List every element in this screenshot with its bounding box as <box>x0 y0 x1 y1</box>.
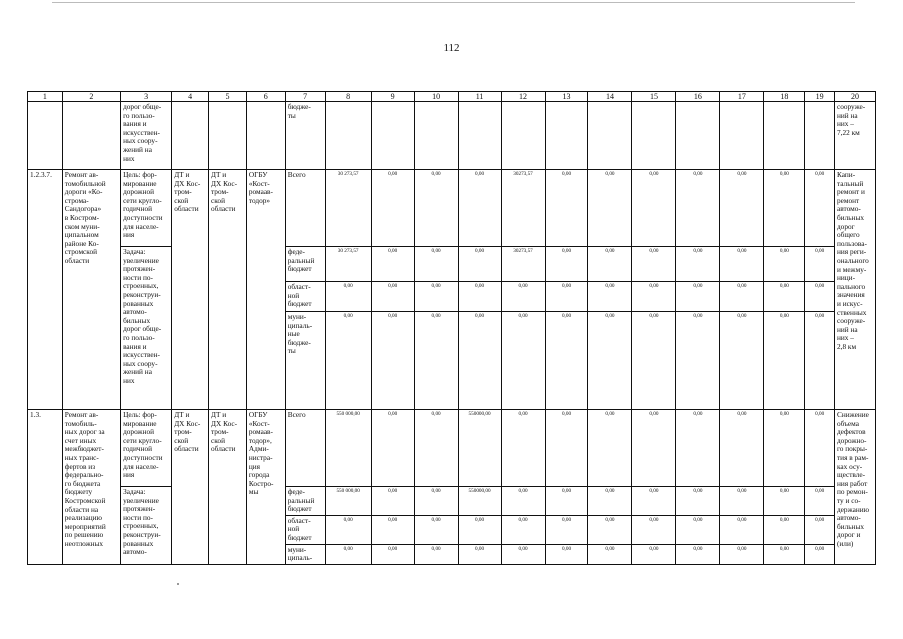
col-header: 10 <box>414 92 458 102</box>
page-number: 112 <box>443 42 460 54</box>
col-header: 16 <box>676 92 720 102</box>
value-cell: 0,00 <box>414 312 458 410</box>
measure-goal: Цель: фор- мирование дорожной сети кругло- годичной доступности для населе- ния <box>121 170 172 247</box>
value-cell: 0,00 <box>676 247 720 282</box>
col-header: 15 <box>632 92 676 102</box>
value-cell: 0,00 <box>764 247 805 282</box>
value-cell: 0,00 <box>545 410 588 487</box>
value-cell: 0,00 <box>632 247 676 282</box>
value-cell: 0,00 <box>325 515 371 544</box>
value-cell: 0,00 <box>501 544 545 564</box>
cont-result-text: сооруже- ний на них – 7,22 км <box>834 102 875 170</box>
col-header: 11 <box>458 92 501 102</box>
value-cell: 0,00 <box>632 515 676 544</box>
value-cell: 0,00 <box>676 410 720 487</box>
value-cell: 0,00 <box>501 487 545 516</box>
value-cell: 0,00 <box>545 487 588 516</box>
measure-task: Задача: увеличение протяжен- ности по- строенных, реконструи- рованных автомо- бильных дорог обще- го пользо- вания и искусствен- ных соору- жений на них <box>121 247 172 410</box>
value-cell: 0,00 <box>545 515 588 544</box>
budget-table <box>27 91 876 565</box>
value-cell: 0,00 <box>588 515 632 544</box>
value-cell: 0,00 <box>325 282 371 312</box>
value-cell: 550000,00 <box>458 487 501 516</box>
col-header: 14 <box>588 92 632 102</box>
value-cell: 30273,57 <box>501 170 545 247</box>
value-cell: 0,00 <box>588 487 632 516</box>
value-cell: 0,00 <box>805 282 835 312</box>
value-cell: 0,00 <box>805 544 835 564</box>
value-cell: 0,00 <box>632 282 676 312</box>
value-cell: 0,00 <box>764 410 805 487</box>
value-cell: 0,00 <box>458 282 501 312</box>
co-executor: ДТ и ДХ Кос- тром- ской области <box>209 410 247 565</box>
value-cell: 0,00 <box>501 312 545 410</box>
value-cell: 0,00 <box>371 410 414 487</box>
value-cell: 30273,57 <box>501 247 545 282</box>
measure-goal: Цель: фор- мирование дорожной сети кругло- годичной доступности для населе- ния <box>121 410 172 487</box>
value-cell: 0,00 <box>588 282 632 312</box>
value-cell: 0,00 <box>676 282 720 312</box>
value-cell: 0,00 <box>458 544 501 564</box>
measure-task: Задача: увеличение протяжен- ности по- строенных, реконструи- рованных автомо- <box>121 487 172 565</box>
value-cell: 0,00 <box>588 312 632 410</box>
value-cell: 30 273,57 <box>325 170 371 247</box>
value-cell: 0,00 <box>371 247 414 282</box>
expected-result: Капи- тальный ремонт и ремонт автомо- бильных дорог общего пользова- ния реги- онального и межму- ници- пального значения и искус- ственных сооруже- ний на них – 2,8 км <box>834 170 875 410</box>
cont-source-label: бюдже- ты <box>285 102 325 170</box>
value-cell: 550 000,00 <box>325 410 371 487</box>
col-header: 9 <box>371 92 414 102</box>
value-cell: 0,00 <box>720 515 764 544</box>
value-cell: 0,00 <box>458 170 501 247</box>
value-cell: 0,00 <box>805 410 835 487</box>
value-cell: 0,00 <box>545 282 588 312</box>
value-cell: 0,00 <box>676 312 720 410</box>
row-id: 1.2.3.7. <box>28 170 63 410</box>
value-cell: 550 000,00 <box>325 487 371 516</box>
value-cell: 0,00 <box>805 515 835 544</box>
value-cell: 0,00 <box>805 312 835 410</box>
value-cell: 0,00 <box>371 487 414 516</box>
responsible-executor: ДТ и ДХ Кос- тром- ской области <box>172 410 209 565</box>
value-cell: 0,00 <box>325 312 371 410</box>
value-cell: 0,00 <box>414 544 458 564</box>
value-cell: 0,00 <box>371 282 414 312</box>
funding-source: феде- ральный бюджет <box>285 247 325 282</box>
value-cell: 0,00 <box>501 515 545 544</box>
value-cell: 0,00 <box>676 544 720 564</box>
value-cell: 30 273,57 <box>325 247 371 282</box>
value-cell: 0,00 <box>414 282 458 312</box>
participant: ОГБУ «Кост- ромаав- тодор» <box>246 170 285 410</box>
col-header: 2 <box>62 92 120 102</box>
col-header: 4 <box>172 92 209 102</box>
value-cell: 0,00 <box>805 247 835 282</box>
value-cell: 0,00 <box>414 487 458 516</box>
value-cell: 0,00 <box>371 515 414 544</box>
value-cell: 0,00 <box>720 282 764 312</box>
funding-source: Всего <box>285 170 325 247</box>
value-cell: 0,00 <box>414 170 458 247</box>
value-cell: 0,00 <box>632 544 676 564</box>
top-rule <box>52 2 855 3</box>
funding-source: Всего <box>285 410 325 487</box>
value-cell: 0,00 <box>764 312 805 410</box>
col-header: 6 <box>246 92 285 102</box>
value-cell: 0,00 <box>676 515 720 544</box>
col-header: 13 <box>545 92 588 102</box>
expected-result: Снижение объема дефектов дорожно- го покры- тия в рам- ках осу- ществле- ния работ по ремон- ту и со- держанию автомо- бильных дорог и (или) <box>834 410 875 565</box>
co-executor: ДТ и ДХ Кос- тром- ской области <box>209 170 247 410</box>
value-cell: 0,00 <box>632 410 676 487</box>
value-cell: 0,00 <box>632 312 676 410</box>
value-cell: 0,00 <box>764 544 805 564</box>
col-header: 3 <box>121 92 172 102</box>
table-row <box>28 247 876 282</box>
col-header: 7 <box>285 92 325 102</box>
cont-task-text: дорог обще- го пользо- вания и искусствен- ных соору- жений на них <box>121 102 172 170</box>
col-header: 17 <box>720 92 764 102</box>
value-cell: 0,00 <box>325 544 371 564</box>
value-cell: 0,00 <box>588 410 632 487</box>
col-header: 18 <box>764 92 805 102</box>
measure-name: Ремонт ав- томобиль- ных дорог за счет иных межбюджет- ных транс- фертов из федерально- го бюджета бюджету Костромской области на реализацию мероприятий по решению неотложных <box>62 410 120 565</box>
value-cell: 0,00 <box>720 544 764 564</box>
col-header: 1 <box>28 92 63 102</box>
value-cell: 0,00 <box>720 312 764 410</box>
value-cell: 0,00 <box>764 170 805 247</box>
responsible-executor: ДТ и ДХ Кос- тром- ской области <box>172 170 209 410</box>
value-cell: 0,00 <box>501 410 545 487</box>
col-header: 8 <box>325 92 371 102</box>
value-cell: 0,00 <box>676 170 720 247</box>
funding-source: муни- ципаль- ные бюдже- ты <box>285 312 325 410</box>
value-cell: 0,00 <box>414 247 458 282</box>
continuation-row <box>28 102 876 170</box>
value-cell: 0,00 <box>588 170 632 247</box>
value-cell: 0,00 <box>632 487 676 516</box>
value-cell: 0,00 <box>371 544 414 564</box>
value-cell: 0,00 <box>458 247 501 282</box>
value-cell: 550000,00 <box>458 410 501 487</box>
value-cell: 0,00 <box>632 170 676 247</box>
funding-source: муни- ципаль- <box>285 544 325 564</box>
value-cell: 0,00 <box>414 410 458 487</box>
col-header: 20 <box>834 92 875 102</box>
column-number-row <box>28 92 876 102</box>
value-cell: 0,00 <box>805 170 835 247</box>
value-cell: 0,00 <box>764 515 805 544</box>
value-cell: 0,00 <box>545 312 588 410</box>
value-cell: 0,00 <box>676 487 720 516</box>
funding-source: област- ной бюджет <box>285 282 325 312</box>
value-cell: 0,00 <box>805 487 835 516</box>
row-id: 1.3. <box>28 410 63 565</box>
value-cell: 0,00 <box>458 515 501 544</box>
measure-name: Ремонт ав- томобильной дороги «Ко- строма- Сандогора» в Костром- ском муни- ципальном районе Ко- стромской области <box>62 170 120 410</box>
value-cell: 0,00 <box>588 544 632 564</box>
funding-source: област- ной бюджет <box>285 515 325 544</box>
scan-speck <box>177 583 179 585</box>
table-row <box>28 487 876 516</box>
value-cell: 0,00 <box>371 170 414 247</box>
value-cell: 0,00 <box>588 247 632 282</box>
value-cell: 0,00 <box>764 487 805 516</box>
value-cell: 0,00 <box>458 312 501 410</box>
value-cell: 0,00 <box>371 312 414 410</box>
col-header: 12 <box>501 92 545 102</box>
participant: ОГБУ «Кост- ромаав- тодор», Адми- нистра- ция города Костро- мы <box>246 410 285 565</box>
value-cell: 0,00 <box>545 544 588 564</box>
col-header: 5 <box>209 92 247 102</box>
value-cell: 0,00 <box>545 170 588 247</box>
table-row <box>28 410 876 487</box>
value-cell: 0,00 <box>414 515 458 544</box>
value-cell: 0,00 <box>720 487 764 516</box>
value-cell: 0,00 <box>764 282 805 312</box>
value-cell: 0,00 <box>720 410 764 487</box>
funding-source: феде- ральный бюджет <box>285 487 325 516</box>
col-header: 19 <box>805 92 835 102</box>
value-cell: 0,00 <box>720 170 764 247</box>
value-cell: 0,00 <box>720 247 764 282</box>
table-row <box>28 170 876 247</box>
value-cell: 0,00 <box>501 282 545 312</box>
value-cell: 0,00 <box>545 247 588 282</box>
